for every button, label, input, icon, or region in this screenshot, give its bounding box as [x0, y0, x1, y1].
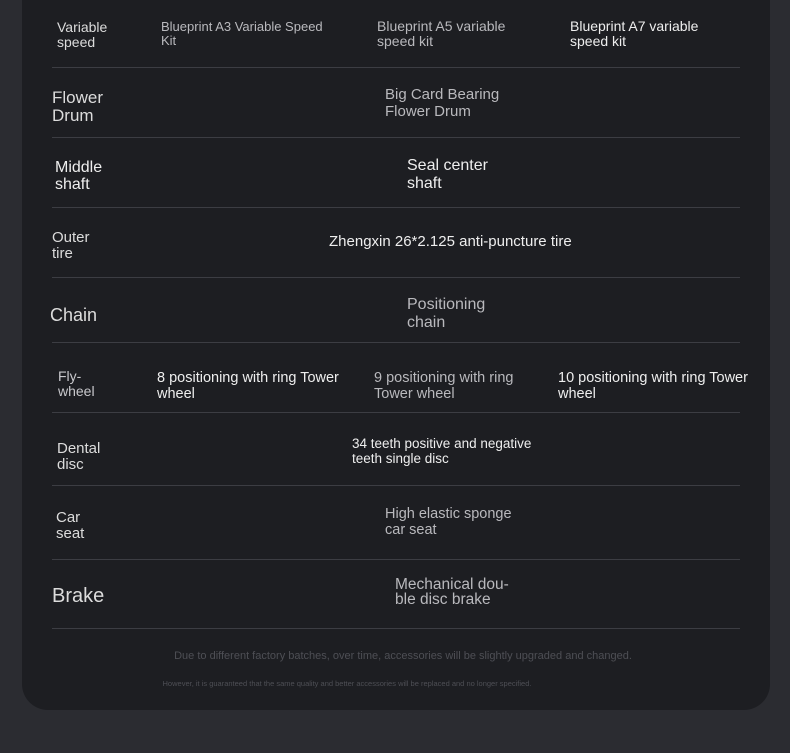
spec-value: Big Card Bearing Flower Drum [385, 86, 500, 120]
spec-value: Seal center shaft [407, 157, 488, 192]
spec-label: Fly-wheel [58, 368, 95, 399]
spec-label: Flower Drum [52, 88, 104, 125]
spec-value: Positioning chain [407, 296, 486, 331]
spec-value: Blueprint A5 variable speed kit [377, 18, 506, 50]
spec-label: Car seat [56, 509, 85, 542]
spec-value: High elastic sponge car seat [385, 506, 512, 538]
spec-row-middle-shaft [52, 137, 740, 208]
spec-value: 8 positioning with ring Tower wheel [157, 370, 339, 402]
spec-label: Dental disc [57, 440, 101, 473]
spec-value: 9 positioning with ring Tower wheel [374, 370, 514, 402]
spec-label: Outer tire [52, 229, 90, 262]
spec-value: Blueprint A7 variable speed kit [570, 18, 699, 50]
spec-label: Middle shaft [55, 159, 103, 193]
spec-value: Mechanical dou-ble disc brake [395, 576, 509, 608]
spec-label: Chain [50, 305, 98, 325]
footnote-guarantee: However, it is guaranteed that the same quality and better accessories will be replaced and no longer specified. [162, 679, 532, 688]
spec-label: Brake [52, 585, 105, 607]
spec-value: 10 positioning with ring Tower wheel [558, 370, 748, 402]
spec-value: Zhengxin 26*2.125 anti-puncture tire [329, 233, 572, 250]
spec-label: Variable speed [57, 19, 108, 50]
spec-value: Blueprint A3 Variable Speed Kit [161, 19, 323, 49]
spec-value: 34 teeth positive and negative teeth single disc [352, 436, 532, 466]
spec-row-chain [52, 277, 740, 343]
spec-divider [52, 342, 740, 413]
footnote-batches: Due to different factory batches, over time, accessories will be slightly upgraded and changed. [174, 650, 632, 662]
